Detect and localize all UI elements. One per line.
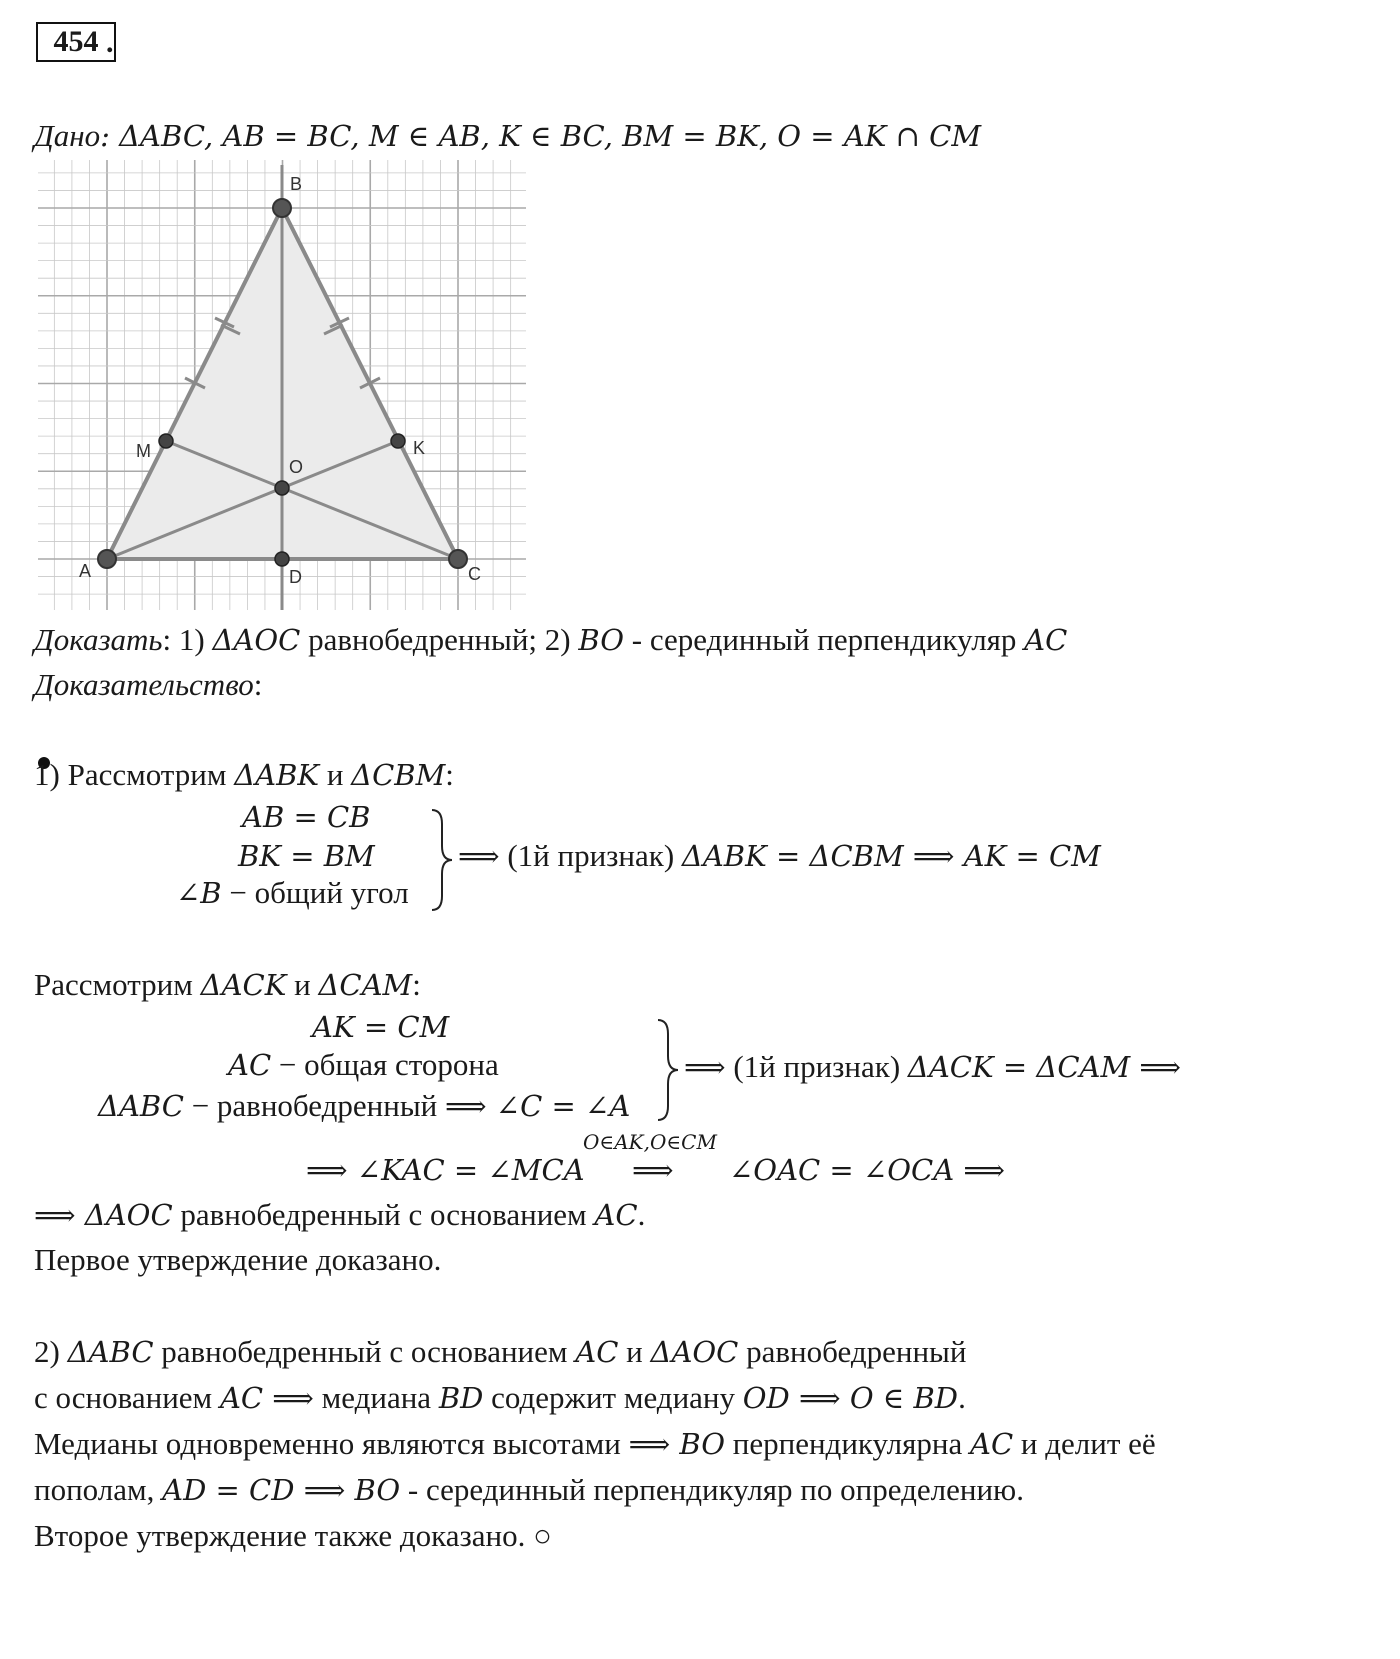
s2-result-m: ΔACK = ΔCAM ⟹ xyxy=(907,1050,1181,1084)
s2-cond1: AK = CM xyxy=(312,1010,450,1044)
s3-line4 xyxy=(34,1474,1024,1505)
point-c xyxy=(449,550,467,568)
s3-l2-m2: BD xyxy=(438,1381,484,1415)
s1-result-arrow: ⟹ xyxy=(458,839,500,873)
step2-heading xyxy=(34,969,421,1000)
s3-line1 xyxy=(34,1336,966,1367)
s1-colon: : xyxy=(445,757,454,792)
s2-cond3-m2: ⟹ ∠C = ∠A xyxy=(445,1089,631,1123)
label-b: B xyxy=(290,174,303,194)
s3-l3-m2: AC xyxy=(970,1427,1014,1461)
s1-pre: 1) Рассмотрим xyxy=(34,757,235,792)
s1-result-m: ΔABK = ΔCBM ⟹ AK = CM xyxy=(681,839,1101,873)
s2-cond3 xyxy=(98,1090,630,1121)
s3-l2-t1: с основанием xyxy=(34,1380,220,1415)
s2-line2-over: O∈AK,O∈CM xyxy=(583,1130,717,1154)
s3-l4-t2: - серединный перпендикуляр по определению. xyxy=(400,1472,1024,1507)
s2-and: и xyxy=(286,967,319,1002)
s3-l1-m1: ΔABC xyxy=(67,1335,154,1369)
proof-colon: : xyxy=(253,667,263,702)
given-label: Дано xyxy=(34,118,101,153)
s3-l1-m3: ΔAOC xyxy=(650,1335,739,1369)
s2-line3-m2: AC xyxy=(594,1198,638,1232)
point-m xyxy=(159,434,173,448)
prove-part1-pre: : 1) xyxy=(162,622,213,657)
prove-part2-post: - серединный перпендикуляр xyxy=(624,622,1025,657)
point-b xyxy=(273,199,291,217)
s2-line2-m2: ∠OAC = ∠OCA ⟹ xyxy=(729,1153,1005,1187)
s2-line3 xyxy=(34,1199,645,1230)
s3-l1-pre: 2) xyxy=(34,1334,68,1369)
triangle-figure xyxy=(0,0,560,640)
s1-result xyxy=(458,840,1101,871)
given-text: : ΔABC, AB = BC, M ∈ AB, K ∈ BC, BM = BK, O = AK ∩ CM xyxy=(100,119,982,153)
s3-line5: Второе утверждение также доказано. ○ xyxy=(34,1518,552,1553)
s3-l1-m2: AC xyxy=(575,1335,619,1369)
s3-l1-t2: и xyxy=(618,1334,651,1369)
s3-l1-t3: равнобедренный xyxy=(738,1334,967,1369)
s3-l2-m1: AC ⟹ xyxy=(219,1381,314,1415)
s3-l1-t1: равнобедренный с основанием xyxy=(153,1334,576,1369)
label-c: C xyxy=(468,564,481,584)
s3-l2-m3: OD ⟹ O ∈ BD xyxy=(742,1381,959,1415)
s2-result-t: (1й признак) xyxy=(725,1049,908,1084)
proof-label: Доказательство xyxy=(34,667,254,702)
s2-cond2 xyxy=(228,1049,499,1080)
s3-l2-t3: содержит медиану xyxy=(483,1380,743,1415)
s1-cond3-m: ∠B xyxy=(176,876,222,910)
s1-and: и xyxy=(319,757,352,792)
s2-m2: ΔCAM xyxy=(318,968,413,1002)
s2-conclusion: Первое утверждение доказано. xyxy=(34,1242,442,1277)
point-d xyxy=(275,552,289,566)
s3-l3-t1: Медианы одновременно являются высотами xyxy=(34,1426,629,1461)
label-o: O xyxy=(289,457,304,477)
s1-result-t: (1й признак) xyxy=(499,838,682,873)
prove-part2-math-end: AC xyxy=(1024,623,1068,657)
step1-heading xyxy=(34,759,454,790)
prove-line xyxy=(34,624,1067,655)
s2-cond2-t: − общая сторона xyxy=(271,1047,499,1082)
s2-line3-end: . xyxy=(637,1197,646,1232)
s2-cond3-m1: ΔABC xyxy=(98,1089,184,1123)
label-m: M xyxy=(136,441,151,461)
s1-cond3 xyxy=(176,877,409,908)
s3-l2-end: . xyxy=(958,1380,966,1415)
task-number-dot: . xyxy=(106,26,114,59)
s3-l4-t1: пополам, xyxy=(34,1472,163,1507)
s1-cond2: BK = BM xyxy=(238,839,375,873)
s2-line3-m1: ⟹ ΔAOC xyxy=(34,1198,173,1232)
point-a xyxy=(98,550,116,568)
s3-line2 xyxy=(34,1382,966,1413)
s1-m1: ΔABK xyxy=(234,758,320,792)
s2-line2-m1: ⟹ ∠KAC = ∠MCA xyxy=(306,1153,585,1187)
label-d: D xyxy=(289,567,302,587)
s2-m1: ΔACK xyxy=(200,968,287,1002)
s2-result-arrow: ⟹ xyxy=(684,1050,726,1084)
s2-result xyxy=(684,1051,1181,1082)
label-k: K xyxy=(413,438,426,458)
prove-part2-math: BO xyxy=(578,623,624,657)
brace-1 xyxy=(428,808,458,912)
proof-heading xyxy=(34,669,262,700)
prove-label: Доказать xyxy=(34,622,163,657)
label-a: A xyxy=(79,561,92,581)
point-o xyxy=(275,481,289,495)
point-k xyxy=(391,434,405,448)
s3-l2-t2: медиана xyxy=(313,1380,439,1415)
s2-line3-t: равнобедренный с основанием xyxy=(172,1197,595,1232)
s2-pre: Рассмотрим xyxy=(34,967,201,1002)
brace-2 xyxy=(654,1018,684,1122)
s2-colon: : xyxy=(412,967,421,1002)
s3-l3-t2: перпендикулярна xyxy=(725,1426,971,1461)
s2-line2-arrow: ⟹ xyxy=(632,1153,674,1187)
s3-l3-t3: и делит её xyxy=(1013,1426,1156,1461)
s2-cond3-t: − равнобедренный xyxy=(183,1088,446,1123)
s1-m2: ΔCBM xyxy=(351,758,446,792)
s1-cond3-t: − общий угол xyxy=(221,875,409,910)
prove-part1-post: равнобедренный; 2) xyxy=(300,622,579,657)
s3-l3-m1: ⟹ BO xyxy=(628,1427,726,1461)
s3-l4-m1: AD = CD ⟹ BO xyxy=(162,1473,401,1507)
s2-cond2-m: AC xyxy=(228,1048,272,1082)
s3-line3 xyxy=(34,1428,1156,1459)
task-number: 454 xyxy=(53,25,99,58)
prove-part1-math: ΔAOC xyxy=(212,623,301,657)
s1-cond1: AB = CB xyxy=(242,800,371,834)
